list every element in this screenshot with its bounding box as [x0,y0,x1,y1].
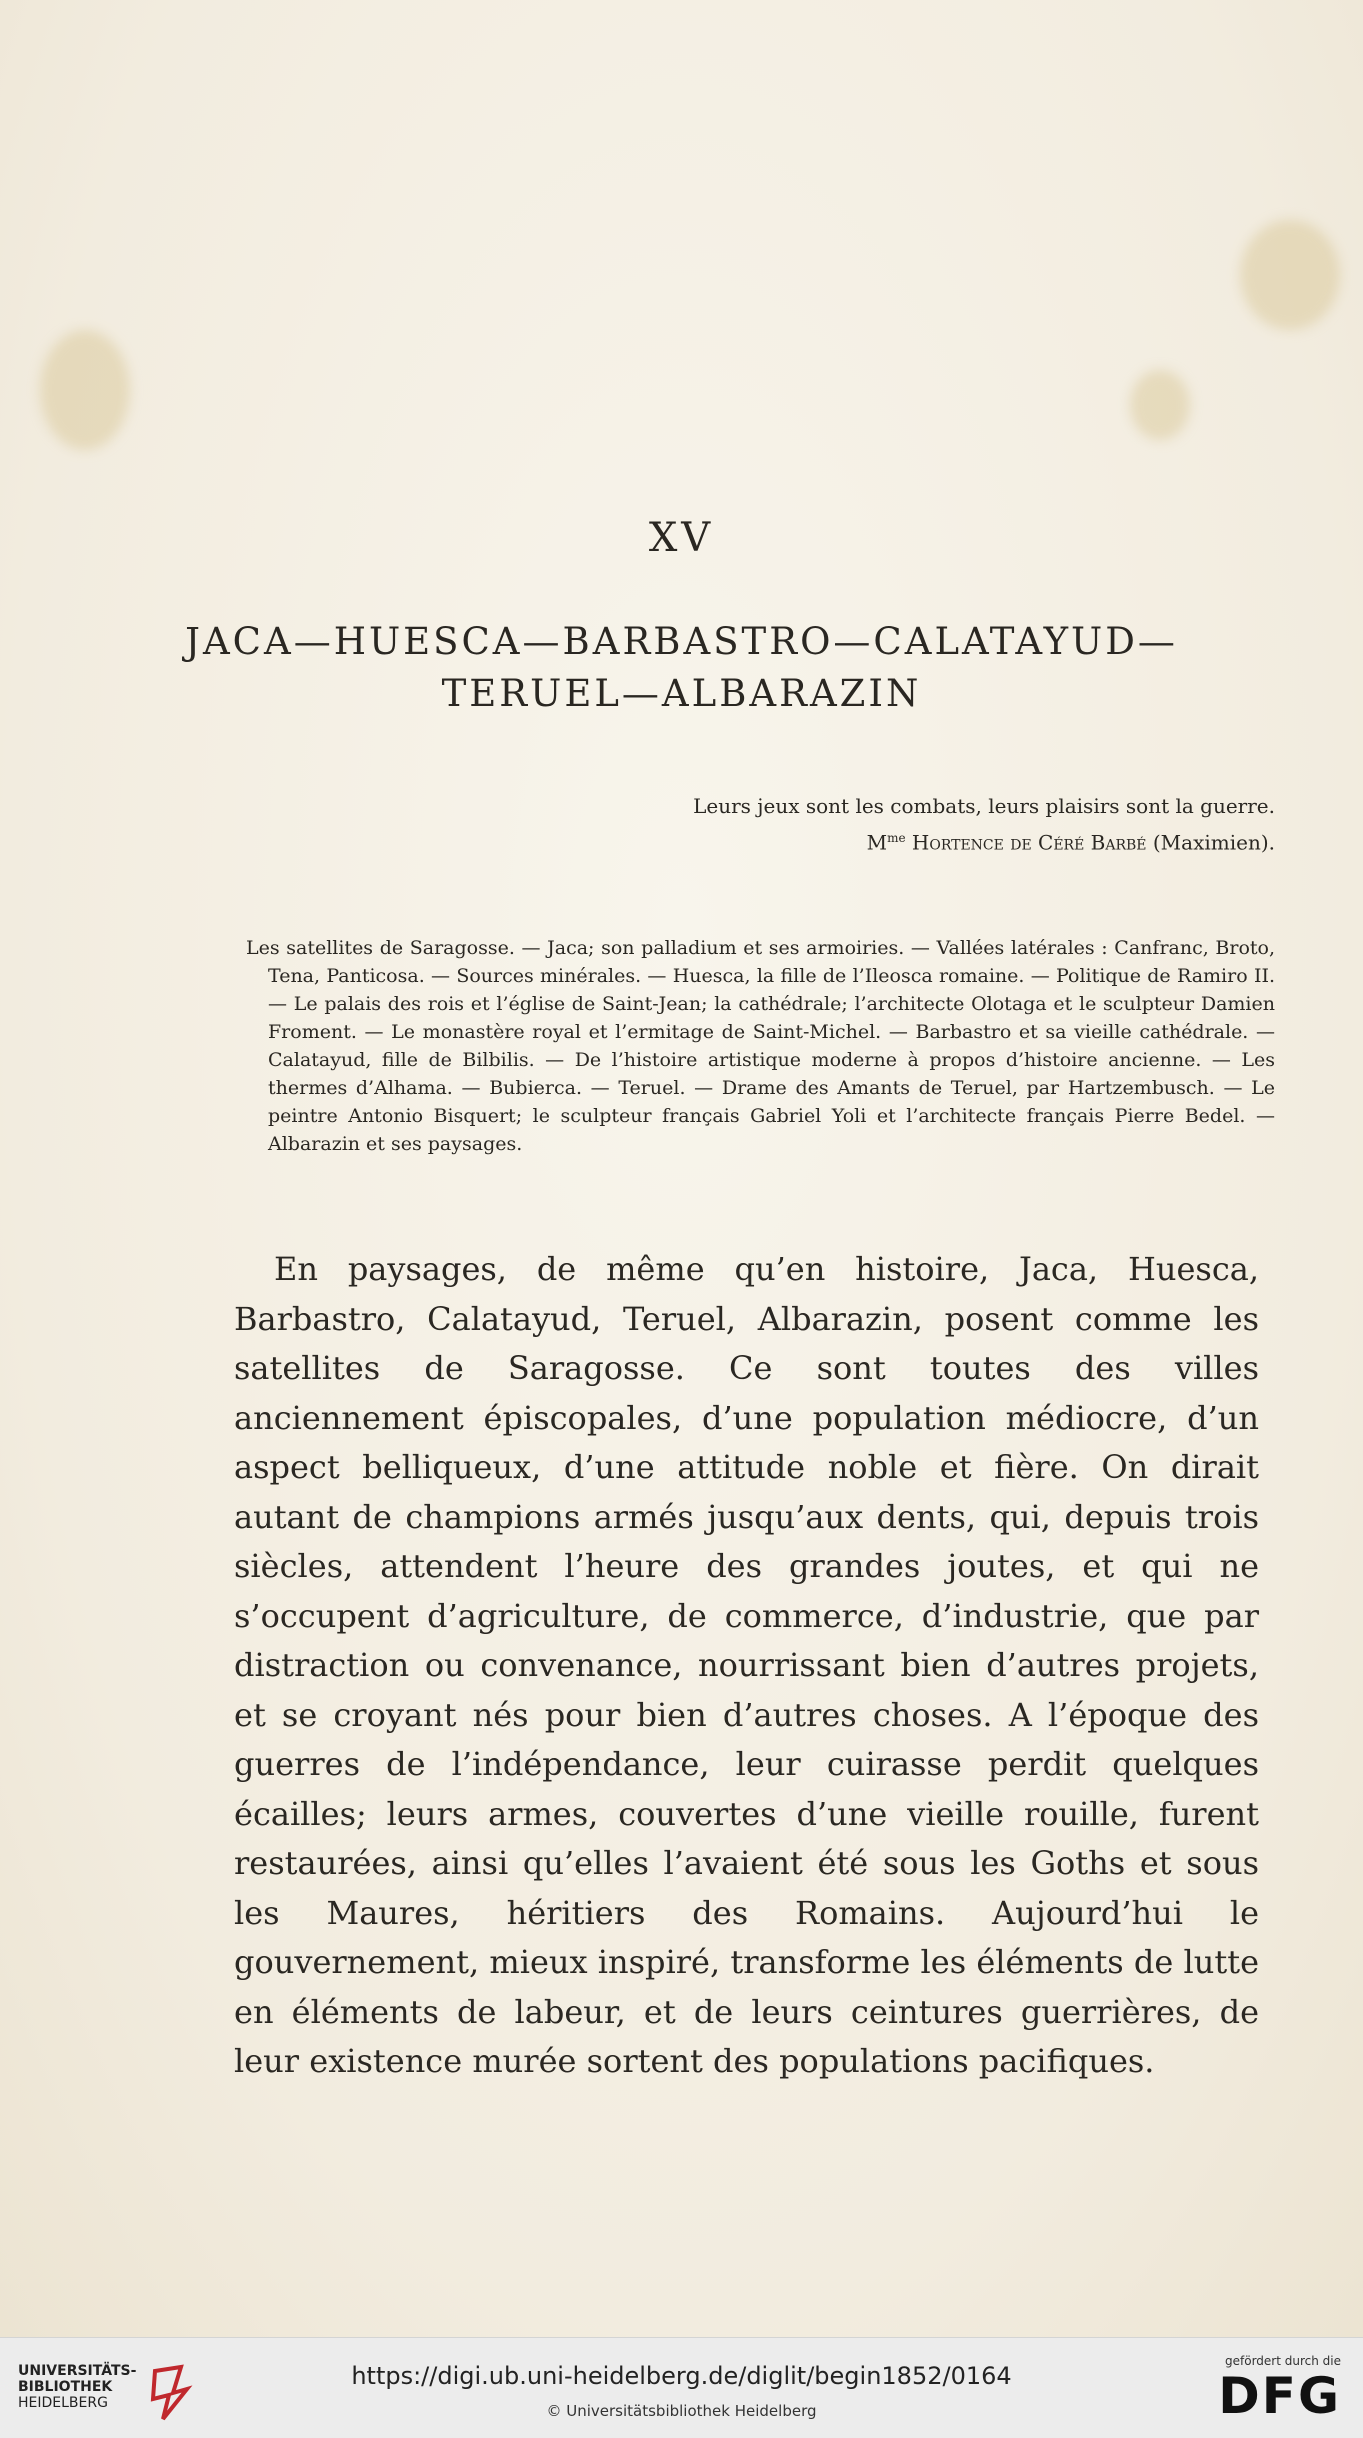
dfg-mark: DFG [1218,2367,1341,2425]
chapter-title-line1: JACA—HUESCA—BARBASTRO—CALATAYUD— [185,620,1178,663]
dfg-note: gefördert durch die [1225,2354,1341,2368]
epigraph [693,790,1275,859]
copyright-notice: © Universitätsbibliothek Heidelberg [546,2402,817,2420]
epigraph-author: $M^{me}$ Hortence de Céré Barbé (Maximien). [866,830,1275,855]
chapter-summary-text: Les satellites de Saragosse. — Jaca; son palladium et ses armoiries. — Vallées latérales : Canfranc, Broto, Tena, Panticosa. — Sources minérales. — Huesca, la fille de l’Ileosca romaine. — Politique de Ramiro II. — Le palais des rois et l’église de Saint-Jean; la cathédrale; l’architecte Olotaga et le sculpteur Damien Froment. — Le monastère royal et l’ermitage de Saint-Michel. — Barbastro et sa vieille cathédrale. — Calatayud, fille de Bilbilis. — De l’histoire artistique moderne à propos d’histoire ancienne. — Les thermes d’Alhama. — Bubierca. — Teruel. — Drame des Amants de Teruel, par Hartzembusch. — Le peintre Antonio Bisquert; le sculpteur français Gabriel Yoli et l’architecte français Pierre Bedel. — Albarazin et ses paysages. [246,937,1275,1155]
foxing-stain [1130,370,1190,440]
foxing-stain [1240,220,1340,330]
dfg-logo[interactable] [1211,2354,1341,2429]
chapter-number: XV [648,515,715,561]
foxing-stain [40,330,130,450]
body-paragraph: En paysages, de même qu’en histoire, Jaca, Huesca, Barbastro, Calatayud, Teruel, Albarazin, posent comme les satellites de Saragosse. Ce sont toutes des villes anciennement épiscopales, d’une population médiocre, d’un aspect belliqueux, d’une attitude noble et fière. On dirait autant de champions armés jusqu’aux dents, qui, depuis trois siècles, attendent l’heure des grandes joutes, et qui ne s’occupent d’agriculture, de commerce, d’industrie, que par distraction ou convenance, nourrissant bien d’autres projets, et se croyant nés pour bien d’autres choses. A l’époque des guerres de l’indépendance, leur cuirasse perdit quelques écailles; leurs armes, couvertes d’une vieille rouille, furent restaurées, ainsi qu’elles l’avaient été sous les Goths et sous les Maures, héritiers des Romains. Aujourd’hui le gouvernement, mieux inspiré, transforme les éléments de lutte en éléments de labeur, et de leurs ceintures guerrières, de leur existence murée sortent des populations pacifiques. [234,1250,1259,2080]
epigraph-quote: Leurs jeux sont les combats, leurs plaisirs sont la guerre. [693,794,1275,818]
chapter-title-line2: TERUEL—ALBARAZIN [441,672,922,715]
body-text [234,1245,1259,2087]
permalink-url[interactable]: https://digi.ub.uni-heidelberg.de/diglit/begin1852/0164 [351,2362,1012,2390]
chapter-summary [246,934,1275,1158]
viewer-footer [0,2337,1363,2438]
library-name: UNIVERSITÄTS- BIBLIOTHEK HEIDELBERG [18,2363,137,2411]
